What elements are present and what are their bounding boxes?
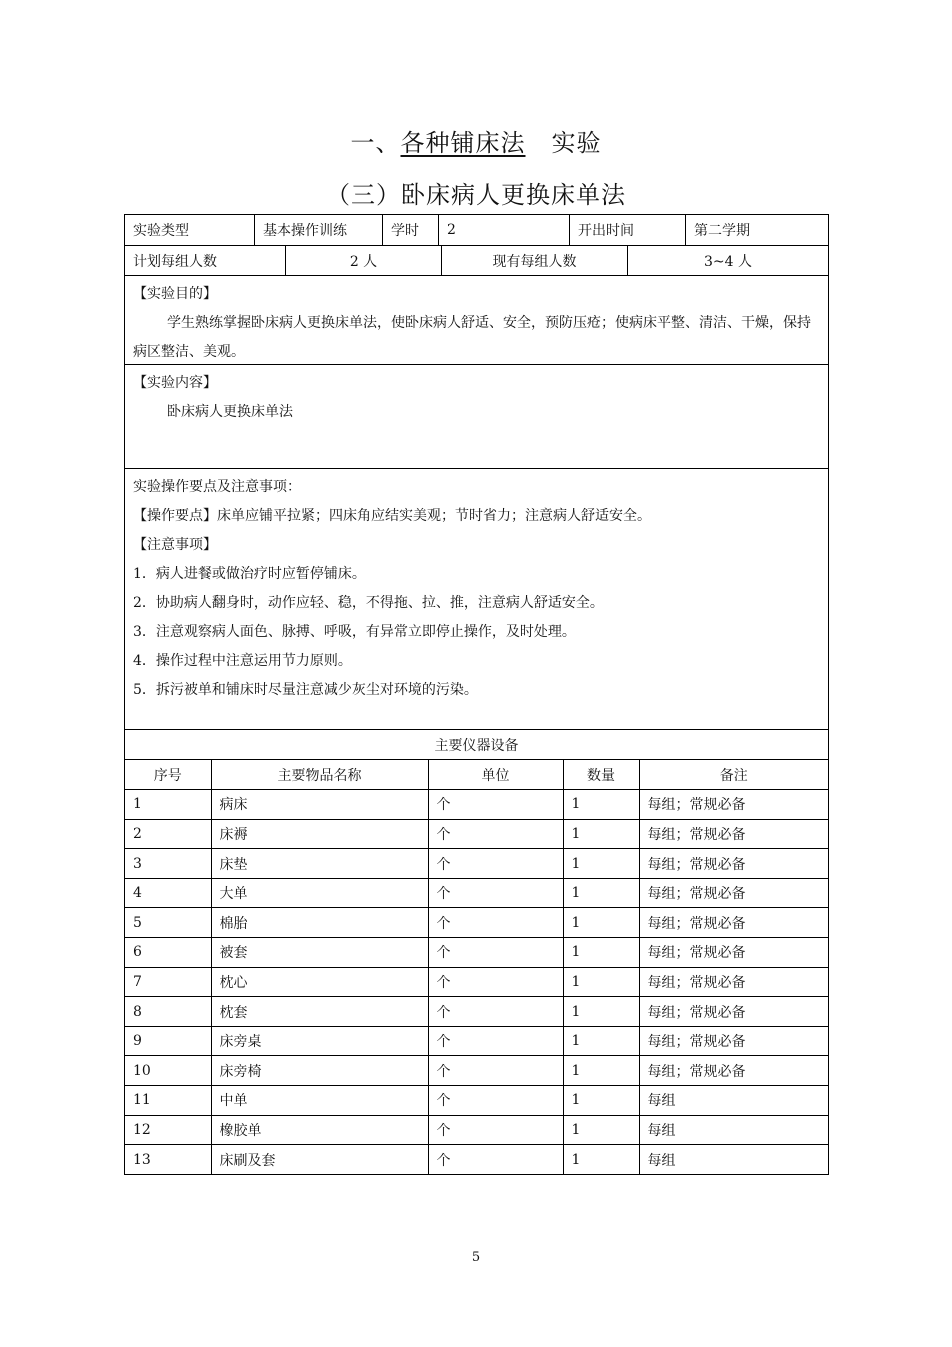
item-quantity: 1 xyxy=(563,997,639,1027)
row-index: 9 xyxy=(125,1026,211,1056)
item-remark: 每组；常规必备 xyxy=(639,1056,828,1086)
page-subtitle: （三）卧床病人更换床单法 xyxy=(326,181,626,209)
item-remark: 每组；常规必备 xyxy=(639,997,828,1027)
item-unit: 个 xyxy=(428,1145,563,1175)
title-prefix: 一、 xyxy=(350,129,401,157)
table-row xyxy=(125,849,828,879)
row-index: 1 xyxy=(125,790,211,820)
row-index: 5 xyxy=(125,908,211,938)
caution-item: 3．注意观察病人面色、脉搏、呼吸，有异常立即停止操作，及时处理。 xyxy=(133,624,576,640)
item-name: 枕套 xyxy=(211,997,428,1027)
item-remark: 每组；常规必备 xyxy=(639,1026,828,1056)
caution-item: 5．拆污被单和铺床时尽量注意减少灰尘对环境的污染。 xyxy=(133,682,478,698)
item-name: 被套 xyxy=(211,938,428,968)
row-index: 4 xyxy=(125,878,211,908)
item-quantity: 1 xyxy=(563,938,639,968)
item-name: 床褥 xyxy=(211,819,428,849)
column-header: 序号 xyxy=(125,760,211,790)
item-quantity: 1 xyxy=(563,908,639,938)
item-quantity: 1 xyxy=(563,1056,639,1086)
notes-section xyxy=(125,469,828,730)
cautions-heading: 【注意事项】 xyxy=(133,537,217,553)
item-remark: 每组；常规必备 xyxy=(639,819,828,849)
equipment-table xyxy=(125,760,828,1174)
item-unit: 个 xyxy=(428,1086,563,1116)
row-index: 12 xyxy=(125,1115,211,1145)
table-row xyxy=(125,1026,828,1056)
type-value: 基本操作训练 xyxy=(255,215,383,245)
item-unit: 个 xyxy=(428,849,563,879)
item-unit: 个 xyxy=(428,967,563,997)
row-index: 6 xyxy=(125,938,211,968)
table-row xyxy=(125,1086,828,1116)
purpose-section xyxy=(125,276,828,365)
content-text: 卧床病人更换床单法 xyxy=(167,404,293,420)
item-remark: 每组 xyxy=(639,1115,828,1145)
item-remark: 每组 xyxy=(639,1145,828,1175)
table-row xyxy=(125,1115,828,1145)
caution-item: 1．病人进餐或做治疗时应暂停铺床。 xyxy=(133,566,366,582)
table-row xyxy=(125,819,828,849)
notes-intro: 实验操作要点及注意事项： xyxy=(133,479,301,495)
caution-item: 2．协助病人翻身时，动作应轻、稳，不得拖、拉、推，注意病人舒适安全。 xyxy=(133,595,604,611)
current-label: 现有每组人数 xyxy=(442,246,628,275)
item-name: 中单 xyxy=(211,1086,428,1116)
planned-label: 计划每组人数 xyxy=(125,246,286,275)
item-quantity: 1 xyxy=(563,790,639,820)
item-unit: 个 xyxy=(428,908,563,938)
item-name: 床旁桌 xyxy=(211,1026,428,1056)
row-index: 3 xyxy=(125,849,211,879)
item-unit: 个 xyxy=(428,790,563,820)
purpose-text: 学生熟练掌握卧床病人更换床单法，使卧床病人舒适、安全，预防压疮；使病床平整、清洁、干燥，保持病区整洁、美观。 xyxy=(133,315,811,360)
table-row xyxy=(125,1145,828,1175)
table-header-row xyxy=(125,760,828,790)
row-index: 13 xyxy=(125,1145,211,1175)
equipment-heading: 主要仪器设备 xyxy=(125,730,828,760)
row-index: 2 xyxy=(125,819,211,849)
hours-value: 2 xyxy=(439,215,570,245)
item-remark: 每组；常规必备 xyxy=(639,967,828,997)
item-name: 橡胶单 xyxy=(211,1115,428,1145)
row-index: 10 xyxy=(125,1056,211,1086)
term-value: 第二学期 xyxy=(694,223,750,239)
item-name: 床垫 xyxy=(211,849,428,879)
item-remark: 每组；常规必备 xyxy=(639,878,828,908)
table-row xyxy=(125,878,828,908)
item-unit: 个 xyxy=(428,1026,563,1056)
item-quantity: 1 xyxy=(563,819,639,849)
item-unit: 个 xyxy=(428,1115,563,1145)
experiment-sheet xyxy=(124,214,829,1175)
item-name: 棉胎 xyxy=(211,908,428,938)
current-value: 3~4 人 xyxy=(704,253,752,270)
content-heading: 【实验内容】 xyxy=(133,375,217,391)
item-quantity: 1 xyxy=(563,967,639,997)
item-name: 大单 xyxy=(211,878,428,908)
item-remark: 每组 xyxy=(639,1086,828,1116)
table-row xyxy=(125,790,828,820)
item-name: 床刷及套 xyxy=(211,1145,428,1175)
item-quantity: 1 xyxy=(563,1086,639,1116)
column-header: 主要物品名称 xyxy=(211,760,428,790)
item-quantity: 1 xyxy=(563,1026,639,1056)
row-index: 7 xyxy=(125,967,211,997)
table-row xyxy=(125,997,828,1027)
item-name: 床旁椅 xyxy=(211,1056,428,1086)
purpose-heading: 【实验目的】 xyxy=(133,286,217,302)
item-quantity: 1 xyxy=(563,878,639,908)
column-header: 单位 xyxy=(428,760,563,790)
caution-item: 4．操作过程中注意运用节力原则。 xyxy=(133,653,352,669)
title-topic: 各种铺床法 xyxy=(400,129,526,157)
item-remark: 每组；常规必备 xyxy=(639,790,828,820)
hours-label: 学时 xyxy=(383,215,439,245)
row-index: 8 xyxy=(125,997,211,1027)
page-number: 5 xyxy=(471,1250,481,1265)
content-section xyxy=(125,365,828,469)
page-title xyxy=(0,123,952,158)
row-index: 11 xyxy=(125,1086,211,1116)
item-unit: 个 xyxy=(428,997,563,1027)
column-header: 数量 xyxy=(563,760,639,790)
info-row-1 xyxy=(125,215,828,246)
item-remark: 每组；常规必备 xyxy=(639,849,828,879)
item-name: 病床 xyxy=(211,790,428,820)
item-quantity: 1 xyxy=(563,1145,639,1175)
type-label: 实验类型 xyxy=(125,215,255,245)
title-suffix: 实验 xyxy=(551,129,602,157)
planned-value: 2 人 xyxy=(286,246,442,275)
item-quantity: 1 xyxy=(563,849,639,879)
item-remark: 每组；常规必备 xyxy=(639,938,828,968)
item-unit: 个 xyxy=(428,878,563,908)
item-quantity: 1 xyxy=(563,1115,639,1145)
info-row-2 xyxy=(125,246,828,276)
column-header: 备注 xyxy=(639,760,828,790)
table-row xyxy=(125,1056,828,1086)
table-row xyxy=(125,967,828,997)
item-remark: 每组；常规必备 xyxy=(639,908,828,938)
key-points: 【操作要点】床单应铺平拉紧；四床角应结实美观；节时省力；注意病人舒适安全。 xyxy=(133,508,651,524)
item-name: 枕心 xyxy=(211,967,428,997)
item-unit: 个 xyxy=(428,1056,563,1086)
table-row xyxy=(125,938,828,968)
term-label: 开出时间 xyxy=(570,215,686,245)
item-unit: 个 xyxy=(428,938,563,968)
item-unit: 个 xyxy=(428,819,563,849)
table-row xyxy=(125,908,828,938)
